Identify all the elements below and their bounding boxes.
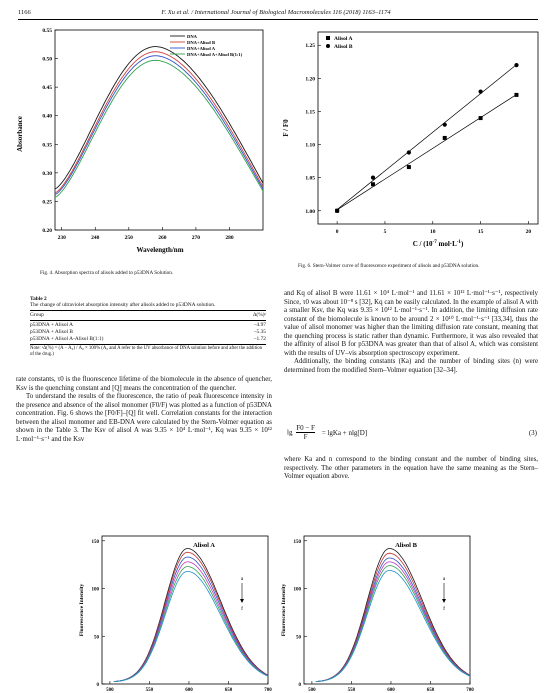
fig6-legend-label-b: Alisol B — [334, 44, 353, 50]
equation-prefix: lg — [287, 428, 293, 437]
fluo-b-curve — [316, 558, 469, 682]
table2-rule-top — [30, 310, 266, 311]
fig6-point-alisol-b — [407, 150, 411, 154]
fluo-b-curve — [316, 562, 469, 682]
header-rule — [18, 19, 538, 20]
table2-cell-group: p53DNA + Alisol A-Alisol B(1:1) — [30, 336, 104, 343]
fig4-series-line — [55, 60, 263, 197]
equation-fraction — [296, 424, 315, 441]
fluo-a-xtick-label: 650 — [224, 688, 233, 693]
fig4-xtick-label: 230 — [57, 235, 66, 241]
fluo-b-xtick-label: 700 — [466, 688, 474, 693]
fluo-a-curve — [114, 557, 267, 682]
fig6-ytick-label: 1.15 — [305, 109, 315, 116]
table2-col-group: Group — [30, 311, 44, 318]
fig4-ytick-label: 0.55 — [42, 28, 52, 34]
left-column-text — [16, 376, 272, 444]
fig6-legend-marker-square — [326, 36, 330, 40]
table2-cell-group: p53DNA + Alisol B — [30, 328, 74, 335]
table2-title: Table 2 — [30, 296, 47, 302]
fig6-ytick-label: 1.00 — [305, 208, 315, 215]
fig4-legend-label: DNA+Alisol A — [187, 45, 216, 51]
fluo-a-curve — [114, 571, 267, 681]
table2-cell-delta: −4.97 — [253, 321, 266, 328]
fig4-xtick-label: 250 — [124, 235, 133, 241]
fluo-b-arrow-head — [442, 599, 446, 603]
fig6-ytick-label: 1.25 — [305, 43, 315, 50]
fluo-a-ytick-label: 100 — [91, 587, 99, 593]
table-row — [30, 336, 266, 343]
fig4-series-line — [55, 56, 263, 195]
table2-cell-delta: −1.72 — [253, 336, 266, 343]
fig4-ytick-label: 0.40 — [42, 113, 52, 120]
fluo-b-curve — [316, 566, 469, 682]
left-paragraph-1: rate constants, τ0 is the fluorescence lifetime of the biomolecule in the absence of quencher, Ksv is the quenching constant and [Q] means the concentration of the quencher. — [16, 376, 272, 392]
equation-number: (3) — [528, 429, 537, 437]
right-column-text — [284, 290, 538, 375]
fluo-b-ytick-label: 150 — [293, 539, 301, 545]
fig6-point-alisol-a — [371, 182, 375, 186]
fluo-a-xtick-label: 550 — [145, 688, 154, 693]
table2-subtitle: The change of ultraviolet absorption intensity after alisols added to p53DNA solution. — [30, 302, 216, 308]
fig6-xtick-label: 10 — [430, 229, 436, 235]
fluo-a-ytick-label: 150 — [91, 539, 99, 545]
fig4-series-line — [55, 47, 263, 189]
fig6-ytick-label: 1.20 — [305, 76, 315, 83]
fig6-ytick-label: 1.10 — [305, 142, 315, 149]
fluo-b-plot-frame — [304, 536, 470, 684]
fluo-b-ylabel: Fluorescence Intensity — [281, 583, 287, 637]
fig6-fit-line — [337, 65, 516, 210]
fluo-a-xtick-label: 700 — [264, 688, 272, 693]
fluo-a-ytick-label: 50 — [94, 635, 99, 641]
left-paragraph-2: To understand the results of the fluorescence, the ratio of peak fluorescence intensity in the presence and absence of the alisol monomer (F0/F) was plotted as a function of p53DNA concentration. Fig. 6 shows the [F0/F]–[Q] fit well. Correlation constants for the interaction between the alisol monomer and EB-DNA were calculated by the Stern-Volmer equation as shown in the Table 3. The Ksv of alisol A was 9.35 × 10⁴ L·mol⁻¹, Kq was 9.35 × 10¹² L·mol⁻¹·s⁻¹ and the Ksv — [16, 393, 272, 443]
fluo-a-arrow-head — [240, 599, 244, 603]
page-number: 1166 — [18, 9, 31, 16]
fig4-ytick-label: 0.30 — [42, 170, 52, 177]
fig4-plot-frame — [55, 30, 263, 230]
fluo-b-curve — [316, 570, 469, 681]
equation-3 — [287, 424, 537, 441]
fluorescence-chart-alisol-b — [276, 530, 476, 693]
fig6-fit-line — [337, 95, 516, 210]
table2-note: Note: ᵃΔ(%) = (A − A₀) / A₀ × 100% (A₀ and A refer to the UV absorbance of DNA solution before and after the addition of the drug.) — [30, 346, 263, 358]
fluo-b-ytick-label: 100 — [293, 587, 301, 593]
fig4-xlabel: Wavelength/nm — [136, 246, 184, 254]
right-paragraph-3: where Ka and n correspond to the binding constant and the number of binding sites, respectively. The other parameters in the equation have the same meaning as the Stern–Volmer equation above. — [284, 456, 538, 480]
fluo-b-xtick-label: 500 — [308, 688, 316, 693]
right-paragraph-2: Additionally, the binding constants (Ka) and the number of binding sites (n) were determined from the modified Stern–Volmer equation [32–34]. — [284, 358, 538, 374]
fig6-xlabel: C / ($10^{-7}$ $mol\cdot L^{-1}$) — [412, 240, 464, 248]
fig6-caption: Fig. 6. Stern-Volmer curve of fluorescence experiment of alisols and p53DNA solution. — [298, 263, 480, 269]
fluo-a-ytick-label: 0 — [96, 683, 99, 688]
fluo-b-label-a: a — [442, 576, 446, 582]
fig6-ytick-label: 1.05 — [305, 175, 315, 182]
fluo-a-label-f: f — [241, 606, 243, 612]
fluo-a-curve — [114, 567, 267, 682]
fluo-a-ylabel: Fluorescence Intensity — [79, 583, 85, 637]
table2-header-row — [30, 312, 266, 319]
fluo-b-ytick-label: 0 — [298, 683, 301, 688]
fig6-point-alisol-b — [443, 123, 447, 127]
fig4-ylabel: Absorbance — [16, 116, 24, 152]
equation-rhs: = lgKa + nlg[D] — [321, 428, 368, 437]
fluorescence-chart-alisol-a — [74, 530, 274, 693]
fig6-point-alisol-a — [443, 136, 447, 140]
table2-rule-bottom — [30, 344, 266, 345]
fig6-point-alisol-b — [371, 176, 375, 180]
fig6-point-alisol-a — [479, 116, 483, 120]
equation-denominator: F — [303, 433, 308, 441]
fig6-xtick-label: 0 — [335, 229, 339, 235]
fig4-xtick-label: 260 — [158, 235, 167, 241]
fig6-xtick-label: 20 — [525, 229, 532, 235]
table-row — [30, 322, 266, 329]
fluo-b-label-f: f — [443, 606, 445, 612]
fig4-ytick-label: 0.50 — [42, 56, 52, 63]
fig6-point-alisol-b — [335, 209, 339, 213]
fluo-a-xtick-label: 600 — [185, 688, 193, 693]
fig4-xtick-label: 240 — [91, 235, 100, 241]
fluo-b-xtick-label: 550 — [347, 688, 356, 693]
fig4-legend-label: DNA — [187, 33, 197, 39]
fluo-a-label-a: a — [240, 576, 244, 582]
fig6-plot-frame — [318, 32, 538, 224]
fig6-point-alisol-b — [514, 63, 518, 67]
table2 — [30, 296, 266, 358]
fluo-b-curve — [316, 553, 469, 681]
running-header: F. Xu et al. / International Journal of Biological Macromolecules 116 (2018) 1163–1174 — [161, 9, 391, 16]
fig6-ylabel: F / F0 — [282, 119, 290, 137]
fluo-a-curve — [114, 549, 267, 682]
fluo-a-title: Alisol A — [193, 542, 215, 549]
fig6-chart — [278, 24, 546, 254]
fig4-ytick-label: 0.20 — [42, 228, 52, 234]
fig4-chart — [10, 24, 272, 256]
right-paragraph-1: and Kq of alisol B were 11.61 × 10⁴ L·mol⁻¹ and 11.61 × 10¹² L·mol⁻¹·s⁻¹, respectively Since, τ0 was about 10⁻⁸ s [32], Kq can be easily calculated. In the example of alisol A with a smaller Ksv, the Kq was 9.35 × 10¹² L·mol⁻¹·s⁻¹. In addition, the limiting diffusion rate constant of the biomolecule is known to be around 2 × 10¹⁰ L·mol⁻¹·s⁻¹ [33,34], thus the value of alisol monomer was higher than the limiting diffusion rate constant, meaning that the quenching process is static rather than dynamic. Furthermore, it was also revealed that the affinity of alisol B for p53DNA was greater than that of alisol A, which was consistent with the results of UV–vis absorption spectroscopy experiment. — [284, 290, 538, 357]
table2-cell-group: p53DNA + Alisol A — [30, 321, 74, 328]
fig6-xtick-label: 5 — [383, 229, 387, 235]
right-column-text-2 — [284, 456, 538, 482]
fig4-legend-label: DNA+Alisol A+Alisol B(1:1) — [187, 51, 243, 57]
fig6-xtick-label: 15 — [477, 229, 484, 235]
fig6-point-alisol-b — [479, 89, 483, 93]
fig4-ytick-label: 0.45 — [42, 85, 52, 92]
fig4-legend-label: DNA+Alisol B — [187, 39, 216, 45]
fig6-point-alisol-a — [514, 93, 518, 97]
fluo-a-curve — [114, 562, 267, 682]
fig4-ytick-label: 0.25 — [42, 199, 52, 206]
fluo-b-curve — [316, 549, 469, 682]
table2-col-delta: Δ(%)ᵃ — [252, 311, 266, 318]
fig4-xtick-label: 280 — [225, 235, 234, 241]
fluo-b-xtick-label: 600 — [387, 688, 395, 693]
fluo-b-title: Alisol B — [395, 542, 417, 549]
fluo-b-xtick-label: 650 — [426, 688, 435, 693]
fig6-point-alisol-a — [407, 165, 411, 169]
fluo-b-ytick-label: 50 — [296, 635, 301, 641]
fig6-legend-label-a: Alisol A — [334, 36, 353, 42]
fig4-series-line — [55, 52, 263, 193]
fig4-ytick-label: 0.35 — [42, 142, 52, 149]
fluo-a-xtick-label: 500 — [106, 688, 114, 693]
fig4-xtick-label: 270 — [191, 235, 201, 241]
table2-rule-mid — [30, 320, 266, 321]
fig4-caption: Fig. 4. Absorption spectra of alisols added to p53DNA Solution. — [40, 270, 174, 276]
table2-cell-delta: −5.35 — [253, 328, 266, 335]
equation-numerator: F0 − F — [296, 424, 315, 432]
fig6-legend-marker-circle — [326, 44, 330, 48]
